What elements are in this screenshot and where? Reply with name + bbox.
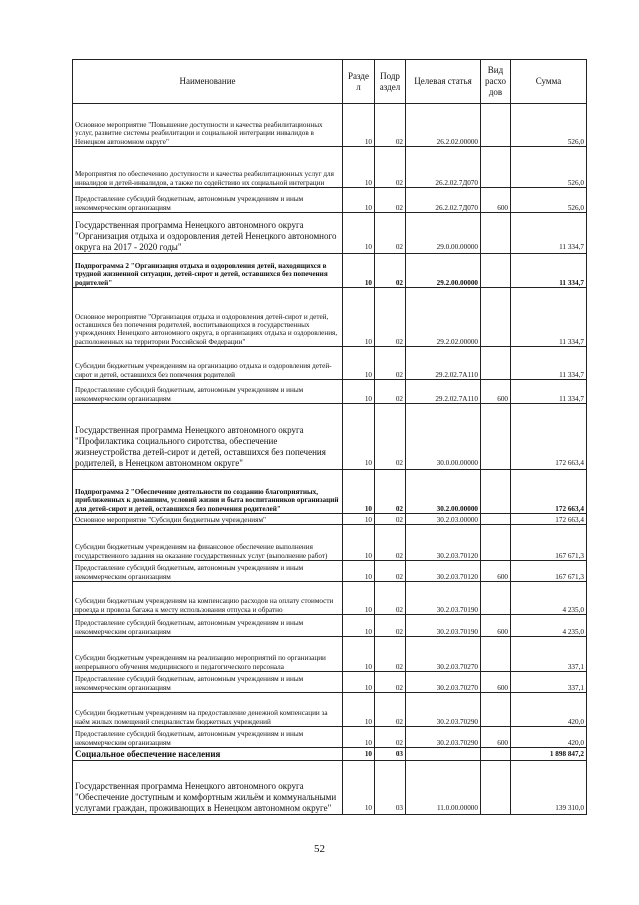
row-celevaya: 30.0.00.00000 — [406, 404, 481, 470]
row-razdel: 10 — [343, 761, 375, 815]
row-vid — [481, 514, 511, 525]
row-summa: 139 310,0 — [511, 761, 587, 815]
row-podrazdel: 02 — [375, 288, 406, 347]
row-summa: 337,1 — [511, 637, 587, 672]
table-row — [73, 637, 587, 672]
row-celevaya: 29.2.02.00000 — [406, 288, 481, 347]
row-podrazdel: 02 — [375, 347, 406, 380]
row-name: Предоставление субсидий бюджетным, автономным учреждениям и иным некоммерческим организациям — [73, 561, 343, 582]
row-razdel: 10 — [343, 470, 375, 514]
row-vid — [481, 693, 511, 727]
row-celevaya: 30.2.03.70190 — [406, 615, 481, 637]
row-razdel: 10 — [343, 561, 375, 582]
table-row — [73, 380, 587, 404]
row-razdel: 10 — [343, 727, 375, 748]
table-row — [73, 693, 587, 727]
row-razdel: 10 — [343, 254, 375, 288]
row-celevaya: 29.2.00.00000 — [406, 254, 481, 288]
table-row — [73, 525, 587, 561]
row-podrazdel: 02 — [375, 514, 406, 525]
row-name: Предоставление субсидий бюджетным, автономным учреждениям и иным некоммерческим организациям — [73, 727, 343, 748]
row-vid — [481, 104, 511, 147]
row-podrazdel: 02 — [375, 525, 406, 561]
row-name: Подпрограмма 2 "Организация отдыха и оздоровления детей, находящихся в трудной жизненной ситуации, детей-сирот и детей, оставшихся без попечения родителей" — [73, 254, 343, 288]
row-celevaya: 26.2.02.7Д070 — [406, 147, 481, 188]
row-razdel: 10 — [343, 693, 375, 727]
row-name: Предоставление субсидий бюджетным, автономным учреждениям и иным некоммерческим организациям — [73, 615, 343, 637]
row-vid: 600 — [481, 561, 511, 582]
row-summa: 526,0 — [511, 188, 587, 213]
row-podrazdel: 03 — [375, 748, 406, 761]
row-razdel: 10 — [343, 525, 375, 561]
row-celevaya: 30.2.03.70120 — [406, 525, 481, 561]
row-vid: 600 — [481, 672, 511, 693]
row-name: Государственная программа Ненецкого автономного округа "Организация отдыха и оздоровления детей Ненецкого автономного округа на 2017 - 2020 годы" — [73, 213, 343, 254]
table-header-row — [73, 60, 587, 104]
row-summa: 1 898 847,2 — [511, 748, 587, 761]
row-razdel: 10 — [343, 748, 375, 761]
row-podrazdel: 02 — [375, 637, 406, 672]
row-podrazdel: 02 — [375, 254, 406, 288]
row-summa: 4 235,0 — [511, 582, 587, 615]
row-name: Основное мероприятие "Организация отдыха и оздоровления детей-сирот и детей, оставшихся без попечения родителей, воспитывающихся в государственных учреждениях Ненецкого автономного округа, в организациях отдыха и оздоровления, расположенных на территории Российской Федерации" — [73, 288, 343, 347]
row-podrazdel: 02 — [375, 693, 406, 727]
header-celevaya: Целевая статья — [406, 60, 481, 104]
row-podrazdel: 02 — [375, 672, 406, 693]
row-summa: 172 663,4 — [511, 404, 587, 470]
table-row — [73, 288, 587, 347]
row-celevaya: 29.2.02.7А110 — [406, 347, 481, 380]
row-podrazdel: 02 — [375, 615, 406, 637]
row-celevaya: 29.0.00.00000 — [406, 213, 481, 254]
row-razdel: 10 — [343, 637, 375, 672]
row-celevaya: 30.2.03.00000 — [406, 514, 481, 525]
row-celevaya: 30.2.03.70190 — [406, 582, 481, 615]
table-row — [73, 347, 587, 380]
row-celevaya: 30.2.03.70270 — [406, 637, 481, 672]
row-summa: 167 671,3 — [511, 525, 587, 561]
row-podrazdel: 02 — [375, 582, 406, 615]
row-summa: 420,0 — [511, 727, 587, 748]
row-celevaya: 30.2.03.70290 — [406, 693, 481, 727]
table-row — [73, 615, 587, 637]
row-vid — [481, 213, 511, 254]
row-name: Государственная программа Ненецкого автономного округа "Обеспечение доступным и комфортным жильём и коммунальными услугами граждан, проживающих в Ненецком автономном округе" — [73, 761, 343, 815]
row-razdel: 10 — [343, 147, 375, 188]
header-vid: Вид расхо дов — [481, 60, 511, 104]
row-summa: 526,0 — [511, 147, 587, 188]
table-row — [73, 748, 587, 761]
row-summa: 526,0 — [511, 104, 587, 147]
row-summa: 11 334,7 — [511, 380, 587, 404]
row-vid — [481, 748, 511, 761]
budget-table — [72, 59, 587, 815]
table-row — [73, 582, 587, 615]
table-row — [73, 727, 587, 748]
row-celevaya — [406, 748, 481, 761]
row-podrazdel: 02 — [375, 727, 406, 748]
row-summa: 172 663,4 — [511, 470, 587, 514]
row-celevaya: 30.2.00.00000 — [406, 470, 481, 514]
row-celevaya: 26.2.02.7Д070 — [406, 188, 481, 213]
row-vid — [481, 254, 511, 288]
row-name: Социальное обеспечение населения — [73, 748, 343, 761]
row-razdel: 10 — [343, 347, 375, 380]
row-celevaya: 11.0.00.00000 — [406, 761, 481, 815]
row-vid — [481, 582, 511, 615]
table-row — [73, 147, 587, 188]
row-name: Основное мероприятие "Субсидии бюджетным учреждениям" — [73, 514, 343, 525]
row-celevaya: 26.2.02.00000 — [406, 104, 481, 147]
row-celevaya: 30.2.03.70270 — [406, 672, 481, 693]
row-name: Субсидии бюджетным учреждениям на компенсацию расходов на оплату стоимости проезда и провоза багажа к месту использования отпуска и обратно — [73, 582, 343, 615]
row-razdel: 10 — [343, 582, 375, 615]
row-podrazdel: 02 — [375, 380, 406, 404]
row-name: Субсидии бюджетным учреждениям на реализацию мероприятий по организации непрерывного обучения медицинского и педагогического персонала — [73, 637, 343, 672]
row-razdel: 10 — [343, 380, 375, 404]
row-vid — [481, 525, 511, 561]
row-vid — [481, 761, 511, 815]
table-row — [73, 514, 587, 525]
row-name: Подпрограмма 2 "Обеспечение деятельности по созданию благоприятных, приближенных к домашним, условий жизни и быта воспитанников организаций для детей-сирот и детей, оставшихся без попечения родителей" — [73, 470, 343, 514]
page-number: 52 — [314, 843, 325, 855]
row-vid — [481, 288, 511, 347]
table-row — [73, 672, 587, 693]
row-celevaya: 30.2.03.70120 — [406, 561, 481, 582]
row-name: Субсидии бюджетным учреждениям на предоставление денежной компенсации за наём жилых помещений специалистам бюджетных учреждений — [73, 693, 343, 727]
row-vid: 600 — [481, 727, 511, 748]
row-razdel: 10 — [343, 404, 375, 470]
row-podrazdel: 02 — [375, 561, 406, 582]
row-vid — [481, 404, 511, 470]
row-summa: 167 671,3 — [511, 561, 587, 582]
row-razdel: 10 — [343, 672, 375, 693]
header-podrazdel: Подр аздел — [375, 60, 406, 104]
row-podrazdel: 02 — [375, 470, 406, 514]
row-vid — [481, 637, 511, 672]
row-name: Предоставление субсидий бюджетным, автономным учреждениям и иным некоммерческим организациям — [73, 672, 343, 693]
table-row — [73, 188, 587, 213]
row-summa: 420,0 — [511, 693, 587, 727]
row-summa: 11 334,7 — [511, 254, 587, 288]
row-razdel: 10 — [343, 288, 375, 347]
row-name: Государственная программа Ненецкого автономного округа "Профилактика социального сиротства, обеспечение жизнеустройства детей-сирот и детей, оставшихся без попечения родителей, в Ненецком автономном округе" — [73, 404, 343, 470]
row-summa: 11 334,7 — [511, 288, 587, 347]
row-razdel: 10 — [343, 213, 375, 254]
row-podrazdel: 02 — [375, 188, 406, 213]
row-vid: 600 — [481, 188, 511, 213]
row-name: Основное мероприятие "Повышение доступности и качества реабилитационных услуг, развитие системы реабилитации и социальной интеграции инвалидов в Ненецком автономном округе" — [73, 104, 343, 147]
row-name: Мероприятия по обеспечению доступности и качества реабилитационных услуг для инвалидов и детей-инвалидов, а также по содействию их социальной интеграции — [73, 147, 343, 188]
row-podrazdel: 02 — [375, 213, 406, 254]
row-vid: 600 — [481, 615, 511, 637]
header-razdel: Разде л — [343, 60, 375, 104]
row-celevaya: 30.2.03.70290 — [406, 727, 481, 748]
row-podrazdel: 02 — [375, 104, 406, 147]
table-row — [73, 561, 587, 582]
row-vid — [481, 147, 511, 188]
table-row — [73, 254, 587, 288]
table-row — [73, 761, 587, 815]
table-row — [73, 470, 587, 514]
row-razdel: 10 — [343, 188, 375, 213]
row-razdel: 10 — [343, 104, 375, 147]
header-name: Наименование — [73, 60, 343, 104]
row-vid: 600 — [481, 380, 511, 404]
table-row — [73, 104, 587, 147]
table-row — [73, 213, 587, 254]
row-podrazdel: 02 — [375, 404, 406, 470]
row-podrazdel: 03 — [375, 761, 406, 815]
row-name: Субсидии бюджетным учреждениям на организацию отдыха и оздоровления детей-сирот и детей, оставшихся без попечения родителей — [73, 347, 343, 380]
table-row — [73, 404, 587, 470]
row-razdel: 10 — [343, 615, 375, 637]
row-summa: 11 334,7 — [511, 213, 587, 254]
row-vid — [481, 347, 511, 380]
row-name: Предоставление субсидий бюджетным, автономным учреждениям и иным некоммерческим организациям — [73, 380, 343, 404]
row-summa: 337,1 — [511, 672, 587, 693]
row-summa: 11 334,7 — [511, 347, 587, 380]
row-razdel: 10 — [343, 514, 375, 525]
row-podrazdel: 02 — [375, 147, 406, 188]
row-vid — [481, 470, 511, 514]
header-summa: Сумма — [511, 60, 587, 104]
row-summa: 172 663,4 — [511, 514, 587, 525]
row-name: Предоставление субсидий бюджетным, автономным учреждениям и иным некоммерческим организациям — [73, 188, 343, 213]
row-name: Субсидии бюджетным учреждениям на финансовое обеспечение выполнения государственного задания на оказание государственных услуг (выполнение работ) — [73, 525, 343, 561]
row-summa: 4 235,0 — [511, 615, 587, 637]
row-celevaya: 29.2.02.7А110 — [406, 380, 481, 404]
